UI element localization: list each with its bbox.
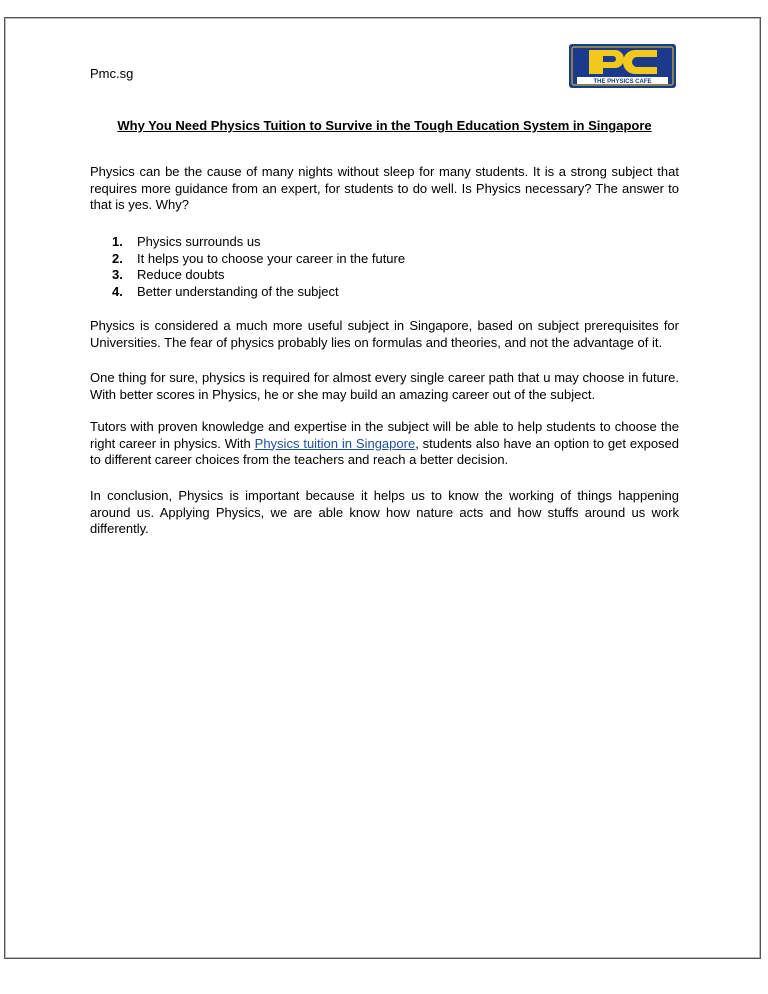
list-number: 3. <box>112 267 123 282</box>
reasons-list <box>90 234 679 300</box>
logo-tagline: THE PHYSICS CAFE <box>593 79 652 85</box>
list-item <box>90 234 679 251</box>
list-item <box>90 267 679 284</box>
paragraph-tutors-end: , students also have an option to get exposed to different career choices from the teachers and reach a better decision. <box>90 435 680 467</box>
site-name: Pmc.sg <box>90 66 134 81</box>
paragraph-tutors <box>90 419 679 469</box>
list-text: Better understanding of the subject <box>137 283 339 299</box>
list-number: 2. <box>112 250 123 266</box>
paragraph-conclusion: In conclusion, Physics is important because it helps us to know the working of things happening around us. Applying Physics, we are able know how nature acts and how stuffs around us work differently. <box>90 488 679 536</box>
physics-cafe-logo <box>569 44 676 88</box>
physics-tuition-link[interactable]: Physics tuition in Singapore <box>254 435 416 451</box>
list-number: 4. <box>112 283 123 299</box>
intro-paragraph: Physics can be the cause of many nights without sleep for many students. It is a strong subject that requires more guidance from an expert, for students to do well. Is Physics necessary? The answer to that is yes. Why? <box>90 164 679 212</box>
paragraph-career-path: One thing for sure, physics is required for almost every single career path that u may choose in future. With better scores in Physics, he or she may build an amazing career out of the subject. <box>90 370 679 402</box>
article-title: Why You Need Physics Tuition to Survive in the Tough Education System in Singapore <box>117 118 652 133</box>
list-text: Reduce doubts <box>137 267 225 282</box>
list-number: 1. <box>112 234 123 249</box>
list-text: It helps you to choose your career in the future <box>137 250 406 266</box>
list-item <box>90 251 679 268</box>
list-item <box>90 284 679 301</box>
paragraph-tutors-start: Tutors with proven knowledge and expertise in the subject will be able to help students to choose the right career in physics. With <box>90 419 679 451</box>
paragraph-universities: Physics is considered a much more useful subject in Singapore, based on subject prerequisites for Universities. The fear of physics probably lies on formulas and theories, and not the advantage of it. <box>90 318 679 350</box>
list-text: Physics surrounds us <box>137 234 261 249</box>
